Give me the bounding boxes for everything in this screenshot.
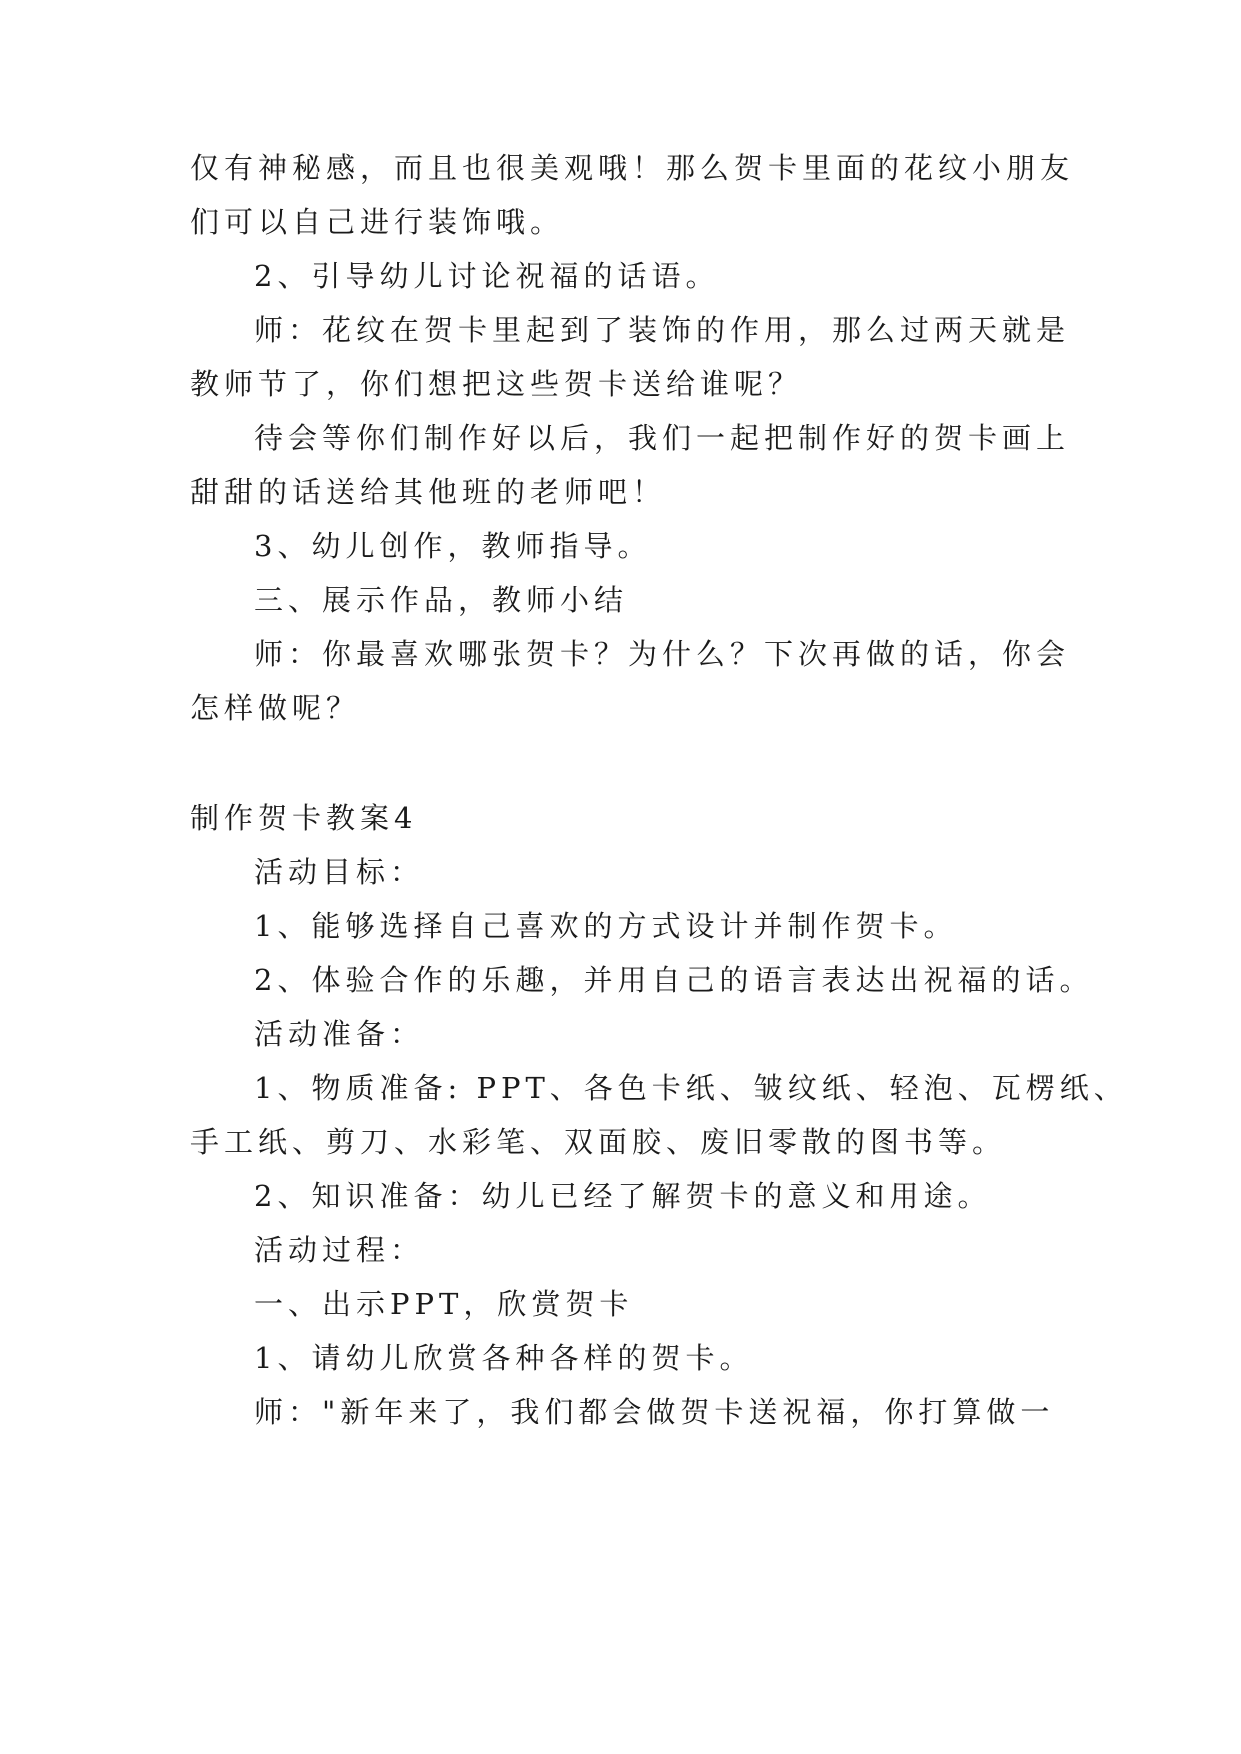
- paragraph-line: 教师节了，你们想把这些贺卡送给谁呢？: [190, 367, 803, 401]
- paragraph-line: 活动准备：: [254, 1017, 425, 1051]
- paragraph-line: 三、展示作品，教师小结: [254, 583, 629, 617]
- paragraph-line: 活动目标：: [254, 855, 425, 889]
- paragraph-line: 1、物质准备: PPT、各色卡纸、皱纹纸、轻泡、瓦楞纸、: [254, 1071, 1128, 1105]
- paragraph-line: 师：花纹在贺卡里起到了装饰的作用，那么过两天就是: [254, 313, 1071, 347]
- paragraph-line: 甜甜的话送给其他班的老师吧！: [190, 475, 667, 509]
- paragraph-line: 师：你最喜欢哪张贺卡？为什么？下次再做的话，你会: [254, 637, 1071, 671]
- paragraph-line: 仅有神秘感，而且也很美观哦！那么贺卡里面的花纹小朋友: [190, 151, 1075, 185]
- paragraph-line: 一、出示PPT，欣赏贺卡: [254, 1287, 634, 1321]
- paragraph-line: 手工纸、剪刀、水彩笔、双面胶、废旧零散的图书等。: [190, 1125, 1007, 1159]
- paragraph-line: 1、请幼儿欣赏各种各样的贺卡。: [254, 1341, 754, 1375]
- paragraph-line: 待会等你们制作好以后，我们一起把制作好的贺卡画上: [254, 421, 1071, 455]
- paragraph-line: 1、能够选择自己喜欢的方式设计并制作贺卡。: [254, 909, 958, 943]
- paragraph-line: 活动过程：: [254, 1233, 425, 1267]
- section-heading: 制作贺卡教案4: [190, 801, 418, 835]
- paragraph-line: 2、引导幼儿讨论祝福的话语。: [254, 259, 720, 293]
- paragraph-line: 3、幼儿创作，教师指导。: [254, 529, 652, 563]
- paragraph-line: 师："新年来了，我们都会做贺卡送祝福，你打算做一: [254, 1395, 1055, 1429]
- paragraph-line: 2、体验合作的乐趣，并用自己的语言表达出祝福的话。: [254, 963, 1094, 997]
- paragraph-line: 怎样做呢？: [190, 691, 361, 725]
- paragraph-line: 们可以自己进行装饰哦。: [190, 205, 565, 239]
- paragraph-line: 2、知识准备：幼儿已经了解贺卡的意义和用途。: [254, 1179, 992, 1213]
